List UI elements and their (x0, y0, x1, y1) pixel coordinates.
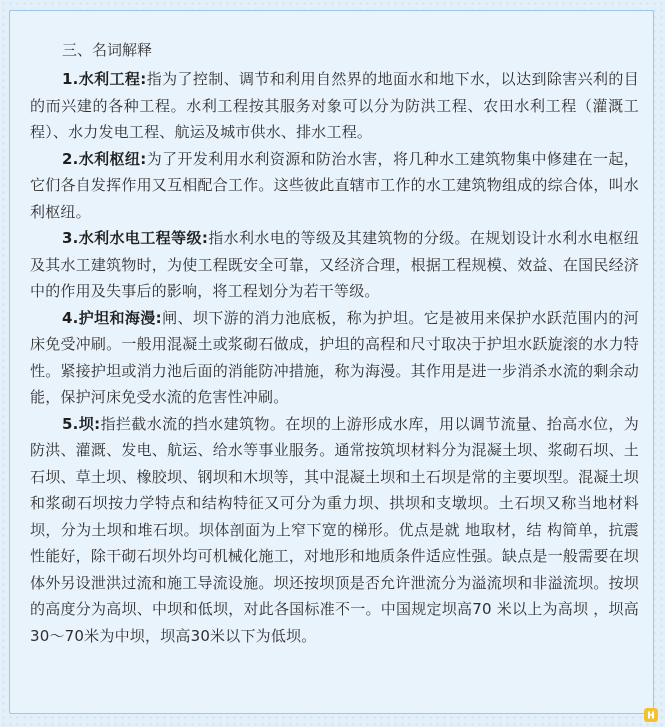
entry-hydraulic-engineering (30, 66, 639, 146)
entry-term: 2.水利枢纽: (62, 149, 147, 168)
entry-text: 为了开发利用水利资源和防治水害，将几种水工建筑物集中修建在一起，它们各自发挥作用又互相配合工作。这些彼此直辖市工作的水工建筑物组成的综合体，叫水利枢纽。 (30, 149, 639, 221)
entry-term: 3.水利水电工程等级: (62, 229, 209, 247)
entry-text: 指水利水电的等级及其建筑物的分级。在规划设计水利水电枢纽及其水工建筑物时，为使工程既安全可靠，又经济合理，根据工程规模、效益、在国民经济中的作用及失事后的影响，将工程划分为若干等级。 (30, 229, 639, 300)
entry-text: 闸、坝下游的消力池底板，称为护坦。它是被用来保护水跃范围内的河床免受冲刷。一般用混凝土或浆砌石做成，护坦的高程和尺寸取决于护坦水跃旋滚的水力特性。紧接护坦或消力池后面的消能防冲措施，称为海漫。其作用是进一步消杀水流的剩余动能，保护河床免受水流的危害性冲刷。 (30, 308, 639, 406)
entry-text: 指为了控制、调节和利用自然界的地面水和地下水，以达到除害兴利的目的而兴建的各种工程。水利工程按其服务对象可以分为防洪工程、农田水利工程（灌溉工程）、水力发电工程、航运及城市供水、排水工程。 (30, 70, 639, 141)
entry-dam (30, 411, 639, 650)
definitions-card (9, 10, 654, 714)
watermark-logo-icon-glyph (646, 710, 656, 720)
entry-hydro-junction (30, 146, 639, 226)
entry-term: 4.护坦和海漫: (62, 308, 162, 327)
watermark-logo-icon (644, 708, 658, 722)
entry-term: 5.坝: (62, 414, 101, 433)
entry-term: 1.水利工程: (62, 70, 147, 88)
section-title: 三、名词解释 (62, 41, 153, 59)
entry-project-grade (30, 225, 639, 305)
entry-text: 指拦截水流的挡水建筑物。在坝的上游形成水库，用以调节流量、抬高水位，为防洪、灌溉、发电、航运、给水等事业服务。通常按筑坝材料分为混凝土坝、浆砌石坝、土石坝、草土坝、橡胶坝、钢坝和木坝等，其中混凝土坝和土石坝是常的主要坝型。混凝土坝和浆砌石坝按力学特点和结构特征又可分为重力坝、拱坝和支墩坝。土石坝又称当地材料坝，分为土坝和堆石坝。坝体剖面为上窄下宽的梯形。优点是就 地取材，结 构简单，抗震性能好，除干砌石坝外均可机械化施工，对地形和地质条件适应性强。缺点是一般需要在坝体外另设泄洪过流和施工导流设施。坝还按坝顶是否允许泄流分为溢流坝和非溢流坝。按坝的高度分为高坝、中坝和低坝，对此各国标准不一。中国规定坝高70 米以上为高坝 ，坝高30～70米为中坝，坝高30米以下为低坝。 (30, 414, 639, 645)
entry-apron-and-riprap (30, 305, 639, 411)
